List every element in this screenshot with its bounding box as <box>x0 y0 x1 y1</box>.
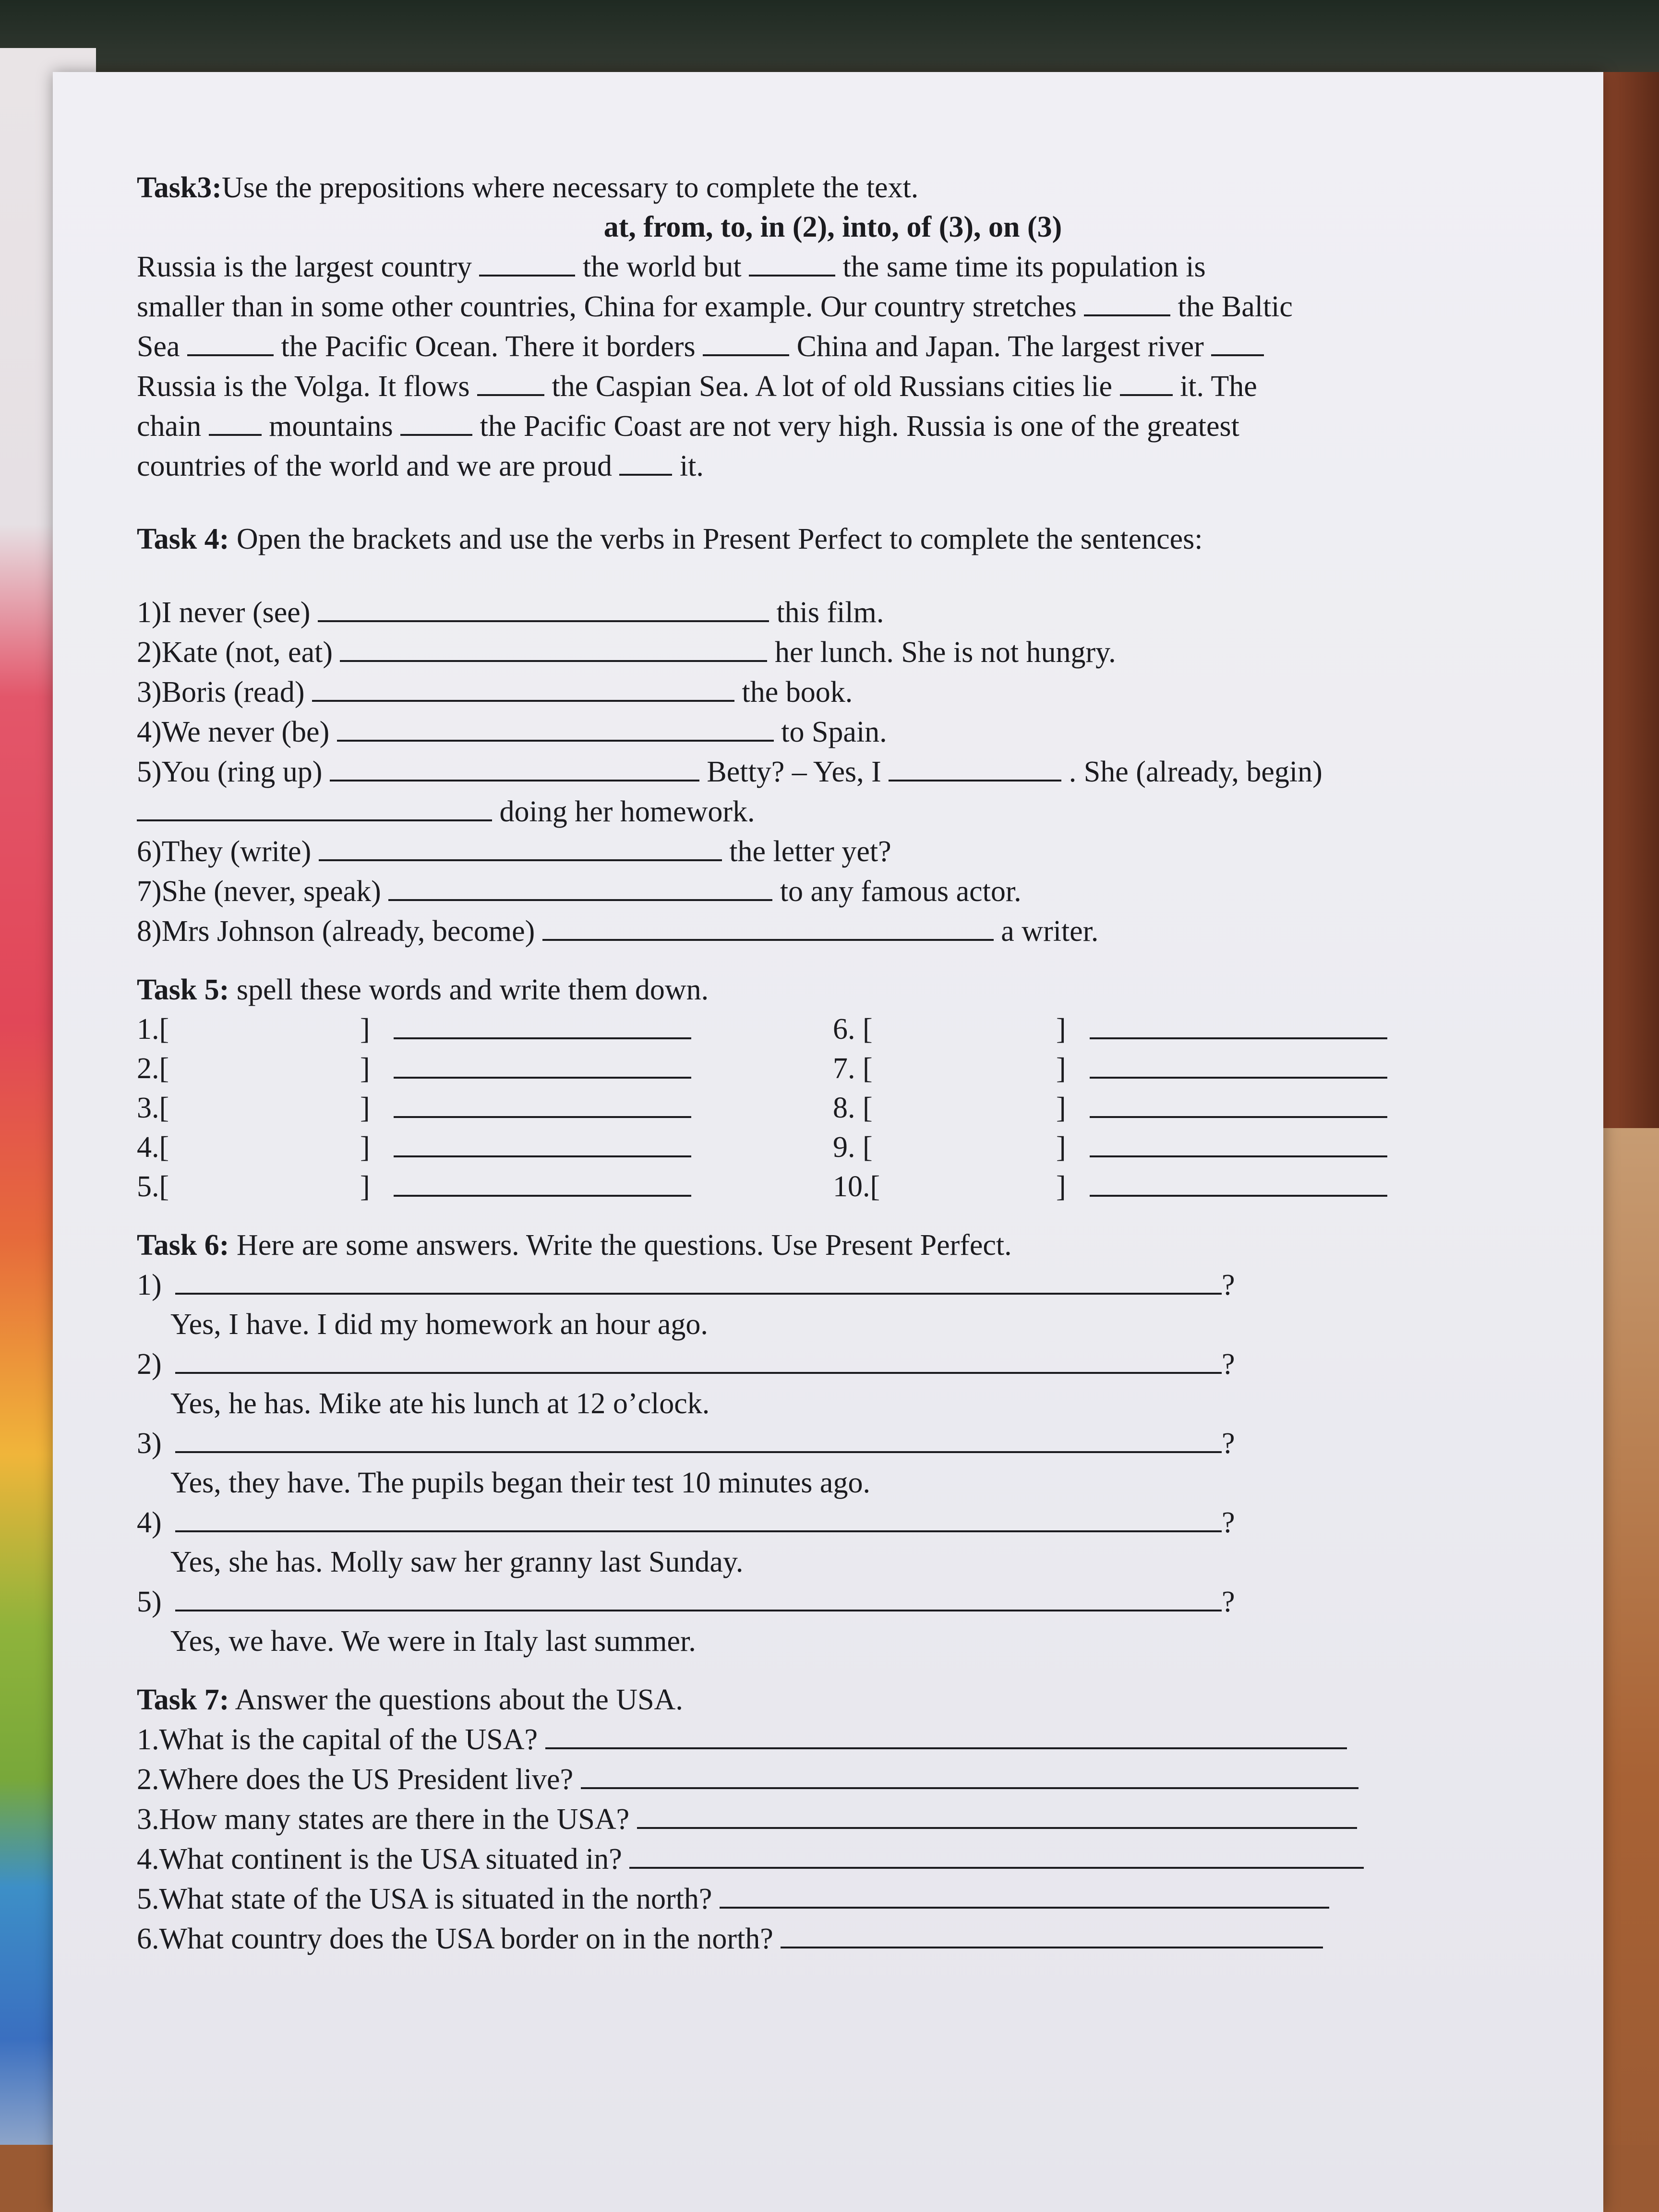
task5-entry <box>833 1010 1529 1049</box>
task6-number: 2) <box>137 1348 162 1381</box>
task5-number: 10.[ <box>833 1170 880 1203</box>
text-segment: the letter yet? <box>721 835 891 868</box>
task5-entry <box>833 1049 1529 1088</box>
task6-question-line <box>137 1344 1529 1384</box>
task5-number: 4.[ <box>137 1131 169 1164</box>
answer-blank[interactable] <box>1090 1010 1387 1039</box>
task4-item-2 <box>137 632 1529 672</box>
spacer <box>622 1843 630 1875</box>
text-segment: 1)I never (see) <box>137 596 318 629</box>
text-segment: Russia is the largest country <box>137 251 480 283</box>
task6-items <box>137 1265 1529 1661</box>
task3-line-3 <box>137 326 1529 366</box>
worksheet-content <box>137 168 1529 1959</box>
text-segment: to any famous actor. <box>772 875 1022 908</box>
text-segment: countries of the world and we are proud <box>137 450 620 482</box>
task5-entry <box>137 1167 833 1206</box>
spacer <box>137 1661 1529 1680</box>
task7-question: 6.What country does the USA border on in the north? <box>137 1923 773 1955</box>
task3-word-bank: at, from, to, in (2), into, of (3), on (3) <box>603 211 1062 243</box>
text-segment: 7)She (never, speak) <box>137 875 389 908</box>
answer-blank[interactable] <box>545 1719 1347 1749</box>
answer-blank[interactable] <box>479 247 575 276</box>
task5-title-text: spell these words and write them down. <box>229 974 709 1006</box>
text-segment: China and Japan. The largest river <box>789 330 1212 363</box>
task4-title-bold: Task 4: <box>137 523 229 555</box>
task3-line-5 <box>137 406 1529 446</box>
task5-rows <box>137 1010 1529 1206</box>
task5-number: 6. [ <box>833 1013 873 1046</box>
text-segment: smaller than in some other countries, China for example. Our country stretches <box>137 290 1084 323</box>
text-segment: the book. <box>734 676 853 709</box>
question-mark: ? <box>1222 1427 1235 1460</box>
task7-items <box>137 1719 1529 1959</box>
task5-number: 1.[ <box>137 1013 169 1046</box>
answer-blank[interactable] <box>175 1423 1222 1453</box>
task5-entry <box>833 1167 1529 1206</box>
task5 <box>137 970 1529 1206</box>
task7-question-line <box>137 1799 1529 1839</box>
task5-number: 2.[ <box>137 1052 169 1085</box>
answer-blank[interactable] <box>781 1919 1323 1948</box>
task4-item-6 <box>137 831 1529 871</box>
task4-title-text: Open the brackets and use the verbs in Present Perfect to complete the sentences: <box>229 523 1203 555</box>
text-segment: the Pacific Ocean. There it borders <box>274 330 703 363</box>
task5-number: 8. [ <box>833 1092 873 1124</box>
task5-close-bracket: ] <box>1056 1131 1066 1164</box>
task7-title-text: Answer the questions about the USA. <box>229 1683 683 1716</box>
answer-blank[interactable] <box>175 1582 1222 1611</box>
task7-question-line <box>137 1759 1529 1799</box>
answer-blank[interactable] <box>394 1010 691 1039</box>
answer-blank[interactable] <box>637 1799 1357 1829</box>
task5-close-bracket: ] <box>1056 1170 1066 1203</box>
task3-title-text: Use the prepositions where necessary to complete the text. <box>221 171 919 204</box>
answer-blank[interactable] <box>318 592 769 622</box>
task5-entry <box>137 1010 833 1049</box>
task5-close-bracket: ] <box>360 1013 370 1046</box>
task3 <box>137 168 1529 486</box>
task5-number: 5.[ <box>137 1170 169 1203</box>
task5-entry <box>833 1088 1529 1128</box>
answer-blank[interactable] <box>1090 1088 1387 1118</box>
transcription-space[interactable] <box>869 1088 1056 1128</box>
answer-blank[interactable] <box>1211 326 1264 356</box>
answer-blank[interactable] <box>175 1265 1222 1295</box>
task4-item-5-continued <box>137 792 1529 831</box>
task5-number: 9. [ <box>833 1131 873 1164</box>
task5-close-bracket: ] <box>360 1170 370 1203</box>
spacer <box>137 559 1529 592</box>
question-mark: ? <box>1222 1269 1235 1301</box>
task3-title-bold: Task3: <box>137 171 222 204</box>
answer-blank[interactable] <box>394 1049 691 1079</box>
spacer <box>538 1723 545 1756</box>
text-segment: to Spain. <box>773 716 887 748</box>
spacer <box>573 1763 581 1796</box>
question-mark: ? <box>1222 1506 1235 1539</box>
task7-question: 2.Where does the US President live? <box>137 1763 574 1796</box>
task7 <box>137 1680 1529 1959</box>
task5-close-bracket: ] <box>360 1092 370 1124</box>
task3-line-2 <box>137 287 1529 326</box>
text-segment: Russia is the Volga. It flows <box>137 370 478 403</box>
text-segment: 4)We never (be) <box>137 716 337 748</box>
text-segment: . She (already, begin) <box>1061 756 1322 788</box>
task5-close-bracket: ] <box>360 1131 370 1164</box>
answer-blank[interactable] <box>319 831 722 861</box>
text-segment: Betty? – Yes, I <box>699 756 889 788</box>
spacer <box>137 951 1529 970</box>
task5-row <box>137 1128 1529 1167</box>
task4 <box>137 519 1529 951</box>
text-segment: the Baltic <box>1170 290 1293 323</box>
text-segment: doing her homework. <box>492 795 755 828</box>
task5-row <box>137 1010 1529 1049</box>
transcription-space[interactable] <box>173 1088 360 1128</box>
text-segment: this film. <box>769 596 884 629</box>
task6-question-line <box>137 1265 1529 1305</box>
worksheet-paper <box>53 72 1603 2212</box>
answer-blank[interactable] <box>542 911 994 941</box>
transcription-space[interactable] <box>869 1128 1056 1167</box>
task4-item-5 <box>137 752 1529 792</box>
task5-row <box>137 1167 1529 1206</box>
answer-blank[interactable] <box>703 326 789 356</box>
text-segment: the world but <box>575 251 749 283</box>
task4-item-1 <box>137 592 1529 632</box>
text-segment: 5)You (ring up) <box>137 756 330 788</box>
spacer <box>629 1803 637 1836</box>
text-segment: the same time its population is <box>835 251 1206 283</box>
question-mark: ? <box>1222 1586 1235 1618</box>
task6-question-line <box>137 1582 1529 1622</box>
answer-blank[interactable] <box>720 1879 1329 1909</box>
task4-item-8 <box>137 911 1529 951</box>
answer-blank[interactable] <box>340 632 767 662</box>
task7-question-line <box>137 1879 1529 1919</box>
answer-blank[interactable] <box>619 446 672 476</box>
task5-entry <box>137 1128 833 1167</box>
task7-title-bold: Task 7: <box>137 1683 229 1716</box>
task4-item-3 <box>137 672 1529 712</box>
task4-item-7 <box>137 871 1529 911</box>
text-segment: 6)They (write) <box>137 835 319 868</box>
task6-title <box>137 1226 1529 1265</box>
task3-line-4 <box>137 366 1529 406</box>
task4-title <box>137 519 1529 559</box>
answer-blank[interactable] <box>581 1759 1358 1789</box>
task5-close-bracket: ] <box>1056 1052 1066 1085</box>
text-segment: a writer. <box>993 915 1099 948</box>
answer-blank[interactable] <box>1090 1049 1387 1079</box>
answer-blank[interactable] <box>1120 366 1173 396</box>
task6-question-line <box>137 1423 1529 1463</box>
task5-title-bold: Task 5: <box>137 974 229 1006</box>
answer-blank[interactable] <box>209 406 262 436</box>
text-segment: it. The <box>1172 370 1257 403</box>
text-segment: 8)Mrs Johnson (already, become) <box>137 915 542 948</box>
task6-answer: Yes, they have. The pupils began their test 10 minutes ago. <box>170 1467 870 1499</box>
task7-question: 3.How many states are there in the USA? <box>137 1803 630 1836</box>
answer-blank[interactable] <box>1090 1128 1387 1157</box>
text-segment: the Pacific Coast are not very high. Russia is one of the greatest <box>472 410 1239 443</box>
answer-blank[interactable] <box>394 1128 691 1157</box>
text-segment: Sea <box>137 330 188 363</box>
text-segment: the Caspian Sea. A lot of old Russians cities lie <box>544 370 1120 403</box>
answer-blank[interactable] <box>889 752 1061 781</box>
task6-number: 4) <box>137 1506 162 1539</box>
task7-question-line <box>137 1839 1529 1879</box>
spacer <box>712 1883 720 1915</box>
spacer <box>137 1206 1529 1226</box>
task7-question: 4.What continent is the USA situated in? <box>137 1843 622 1875</box>
transcription-space[interactable] <box>173 1167 360 1206</box>
answer-blank[interactable] <box>477 366 544 396</box>
answer-blank[interactable] <box>312 672 734 702</box>
answer-blank[interactable] <box>394 1088 691 1118</box>
task6-answer: Yes, he has. Mike ate his lunch at 12 o’clock. <box>170 1387 710 1420</box>
answer-blank[interactable] <box>400 406 472 436</box>
task7-question-line <box>137 1919 1529 1959</box>
text-segment: it. <box>672 450 704 482</box>
task7-question-line <box>137 1719 1529 1759</box>
task5-entry <box>833 1128 1529 1167</box>
task6-number: 1) <box>137 1269 162 1301</box>
transcription-space[interactable] <box>173 1128 360 1167</box>
task5-close-bracket: ] <box>1056 1092 1066 1124</box>
task6-answer: Yes, she has. Molly saw her granny last Sunday. <box>170 1546 744 1578</box>
question-mark: ? <box>1222 1348 1235 1381</box>
answer-blank[interactable] <box>187 326 274 356</box>
answer-blank[interactable] <box>749 247 835 276</box>
task5-number: 7. [ <box>833 1052 873 1085</box>
answer-blank[interactable] <box>175 1344 1222 1374</box>
transcription-space[interactable] <box>869 1049 1056 1088</box>
task7-question: 1.What is the capital of the USA? <box>137 1723 538 1756</box>
text-segment: her lunch. She is not hungry. <box>767 636 1116 669</box>
task6-number: 3) <box>137 1427 162 1460</box>
answer-blank[interactable] <box>1084 287 1170 316</box>
answer-blank[interactable] <box>337 712 774 742</box>
transcription-space[interactable] <box>173 1010 360 1049</box>
answer-blank[interactable] <box>1090 1167 1387 1197</box>
spacer <box>773 1923 781 1955</box>
task7-question: 5.What state of the USA is situated in the north? <box>137 1883 712 1915</box>
task6-answer: Yes, we have. We were in Italy last summer. <box>170 1625 696 1658</box>
answer-blank[interactable] <box>330 752 699 781</box>
task3-title <box>137 168 1529 207</box>
task6-title-bold: Task 6: <box>137 1229 229 1262</box>
task5-row <box>137 1088 1529 1128</box>
task6-question-line <box>137 1503 1529 1542</box>
transcription-space[interactable] <box>173 1049 360 1088</box>
task5-close-bracket: ] <box>360 1052 370 1085</box>
transcription-space[interactable] <box>869 1010 1056 1049</box>
task6-number: 5) <box>137 1586 162 1618</box>
text-segment: mountains <box>261 410 401 443</box>
task5-number: 3.[ <box>137 1092 169 1124</box>
task3-line-6 <box>137 446 1529 486</box>
task5-entry <box>137 1049 833 1088</box>
task6-title-text: Here are some answers. Write the questions. Use Present Perfect. <box>229 1229 1012 1262</box>
answer-blank[interactable] <box>394 1167 691 1197</box>
transcription-space[interactable] <box>869 1167 1056 1206</box>
answer-blank[interactable] <box>629 1839 1364 1869</box>
task7-title <box>137 1680 1529 1719</box>
task5-title <box>137 970 1529 1010</box>
task4-item-4 <box>137 712 1529 752</box>
text-segment: chain <box>137 410 209 443</box>
task5-row <box>137 1049 1529 1088</box>
answer-blank[interactable] <box>137 792 492 821</box>
text-segment: 2)Kate (not, eat) <box>137 636 340 669</box>
text-segment: 3)Boris (read) <box>137 676 312 709</box>
task5-close-bracket: ] <box>1056 1013 1066 1046</box>
task5-entry <box>137 1088 833 1128</box>
task6-answer: Yes, I have. I did my homework an hour ago. <box>170 1308 708 1341</box>
answer-blank[interactable] <box>175 1503 1222 1532</box>
spacer <box>137 486 1529 519</box>
answer-blank[interactable] <box>388 871 772 901</box>
task3-line-1 <box>137 247 1529 287</box>
task6 <box>137 1226 1529 1661</box>
